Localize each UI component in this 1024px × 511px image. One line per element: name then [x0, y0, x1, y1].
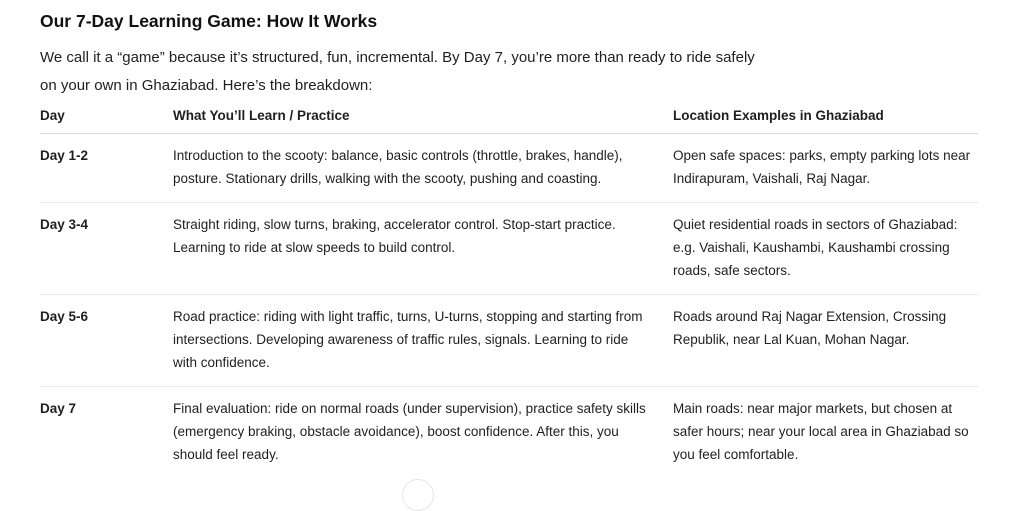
- row-learn: Road practice: riding with light traffic, turns, U-turns, stopping and starting from intersections. Developing awareness of traffic rules, signals. Learning to ride with confidence.: [173, 295, 673, 387]
- table-row: [40, 134, 978, 203]
- row-learn: Straight riding, slow turns, braking, accelerator control. Stop-start practice. Learning to ride at slow speeds to build control.: [173, 203, 673, 295]
- scroll-down-button[interactable]: [402, 479, 434, 511]
- row-day: Day 5-6: [40, 295, 173, 387]
- table-row: [40, 203, 978, 295]
- header-learn: What You’ll Learn / Practice: [173, 101, 673, 134]
- table-header-row: [40, 101, 978, 134]
- section-heading: Our 7-Day Learning Game: How It Works: [40, 11, 378, 31]
- row-location: Quiet residential roads in sectors of Ghaziabad: e.g. Vaishali, Kaushambi, Kaushambi crossing roads, safe sectors.: [673, 203, 978, 295]
- row-learn: Final evaluation: ride on normal roads (under supervision), practice safety skills (emergency braking, obstacle avoidance), boost confidence. After this, you should feel ready.: [173, 401, 646, 462]
- intro-line-1: We call it a “game” because it’s structured, fun, incremental. By Day 7, you’re more than ready to ride safely: [40, 49, 755, 66]
- intro-line-2: on your own in Ghaziabad. Here’s the breakdown:: [40, 77, 373, 94]
- row-location: Main roads: near major markets, but chosen at safer hours; near your local area in Ghaziabad so you feel comfortable.: [673, 401, 969, 462]
- row-day: Day 7: [40, 401, 77, 416]
- schedule-table: [40, 101, 978, 478]
- table-row: [40, 387, 978, 479]
- row-learn: Introduction to the scooty: balance, basic controls (throttle, brakes, handle), posture. Stationary drills, walking with the scooty, pushing and coasting.: [173, 134, 673, 203]
- row-location: Open safe spaces: parks, empty parking lots near Indirapuram, Vaishali, Raj Nagar.: [673, 134, 978, 203]
- row-location: Roads around Raj Nagar Extension, Crossing Republik, near Lal Kuan, Mohan Nagar.: [673, 295, 978, 387]
- header-location: Location Examples in Ghaziabad: [673, 101, 978, 134]
- header-day: Day: [40, 101, 173, 134]
- intro-paragraph: [40, 44, 800, 100]
- row-day: Day 1-2: [40, 134, 173, 203]
- row-day: Day 3-4: [40, 203, 173, 295]
- table-row: [40, 295, 978, 387]
